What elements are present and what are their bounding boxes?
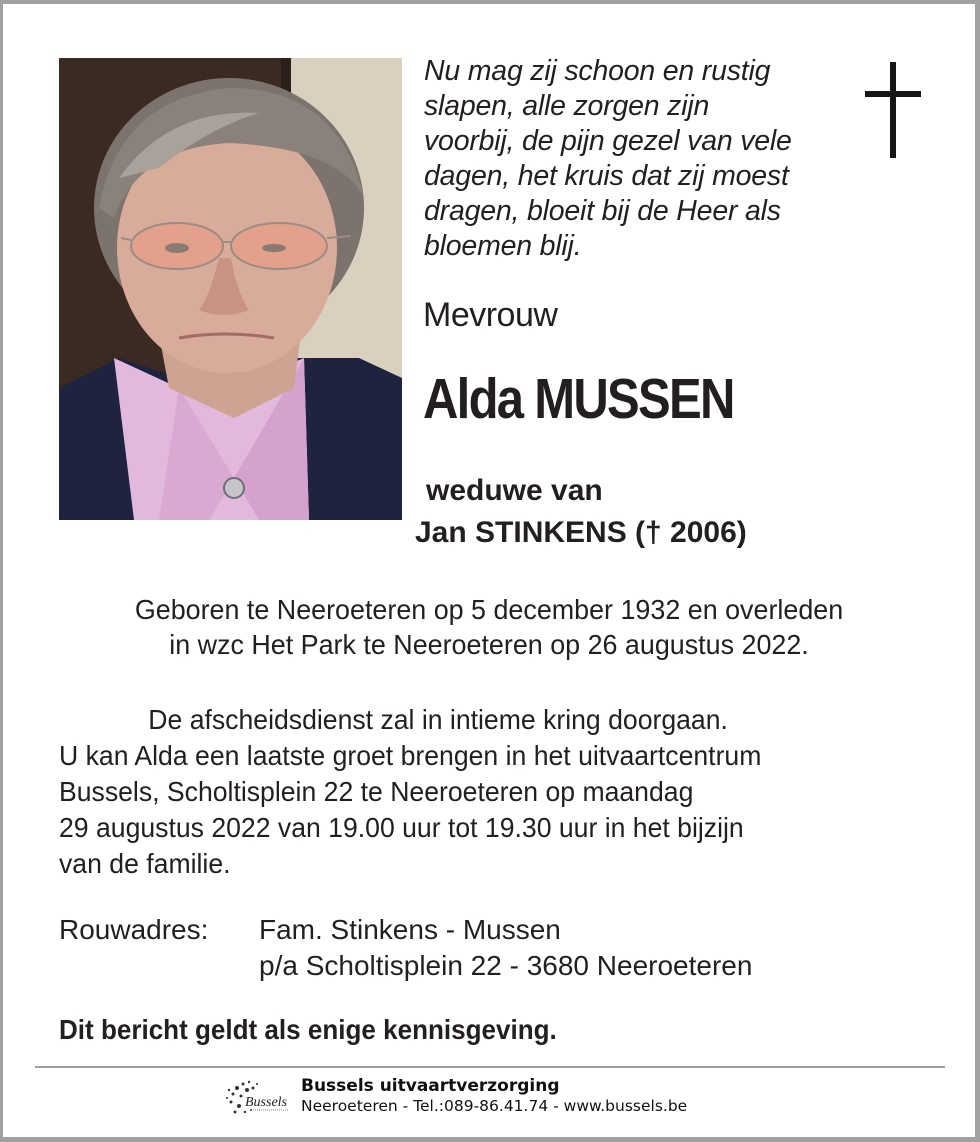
footer-divider xyxy=(35,1066,945,1068)
funeral-home-name: Bussels uitvaartverzorging xyxy=(301,1076,560,1096)
birth-death-info xyxy=(57,592,921,662)
funeral-home-footer xyxy=(223,1074,783,1122)
portrait-photo xyxy=(59,58,402,520)
birth-death-line: Geboren te Neeroeteren op 5 december 1932 en overleden xyxy=(134,594,844,625)
service-line: De afscheidsdienst zal in intieme kring doorgaan. xyxy=(148,704,728,735)
poem-line: dragen, bloeit bij de Heer als xyxy=(424,195,781,227)
cross-icon xyxy=(865,62,921,158)
mourning-address-family: Fam. Stinkens - Mussen xyxy=(259,914,561,945)
svg-text:Bussels: Bussels xyxy=(245,1095,287,1110)
service-line: U kan Alda een laatste groet brengen in het uitvaartcentrum xyxy=(59,740,762,771)
obituary-card xyxy=(3,4,975,1137)
service-line: 29 augustus 2022 van 19.00 uur tot 19.30 uur in het bijzijn xyxy=(59,812,744,843)
poem-line: dagen, het kruis dat zij moest xyxy=(424,160,789,192)
poem-line: voorbij, de pijn gezel van vele xyxy=(424,125,792,157)
service-line: van de familie. xyxy=(59,848,231,879)
funeral-home-contact: Neeroeteren - Tel.:089-86.41.74 - www.bussels.be xyxy=(301,1097,688,1115)
title-prefix: Mevrouw xyxy=(423,296,558,334)
poem-line: slapen, alle zorgen zijn xyxy=(424,90,710,122)
notice-statement: Dit bericht geldt als enige kennisgeving. xyxy=(59,1014,557,1045)
relation-label: weduwe van xyxy=(426,474,603,507)
mourning-address-label: Rouwadres: xyxy=(59,914,209,945)
poem-verse xyxy=(424,54,854,264)
service-line: Bussels, Scholtisplein 22 te Neeroeteren op maandag xyxy=(59,776,694,807)
spouse-name: Jan STINKENS († 2006) xyxy=(415,516,747,549)
service-info xyxy=(59,702,959,882)
mourning-address-street: p/a Scholtisplein 22 - 3680 Neeroeteren xyxy=(259,950,753,981)
poem-line: bloemen blij. xyxy=(424,230,582,262)
birth-death-line: in wzc Het Park te Neeroeteren op 26 augustus 2022. xyxy=(169,629,809,660)
poem-line: Nu mag zij schoon en rustig xyxy=(424,55,771,87)
deceased-name: Alda MUSSEN xyxy=(423,367,734,431)
bussels-logo-icon xyxy=(223,1076,291,1118)
